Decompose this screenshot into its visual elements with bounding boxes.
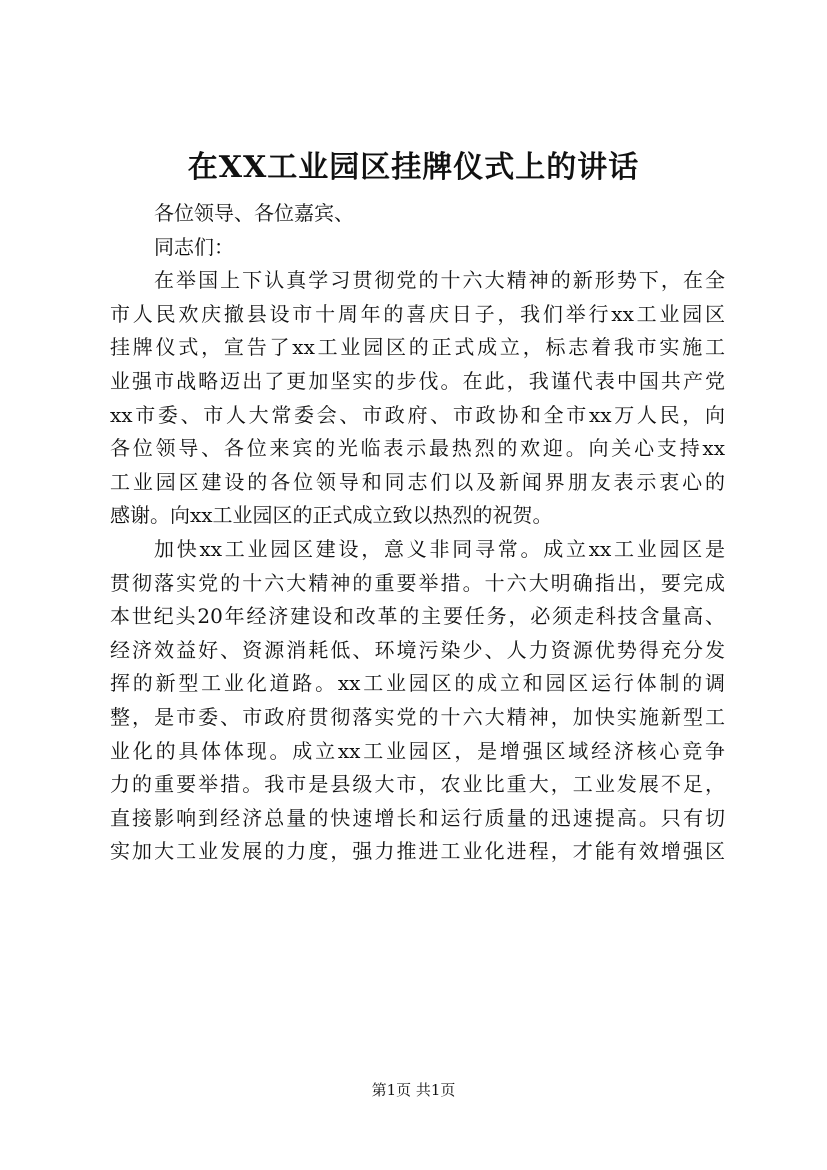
paragraph-line: 加快xx工业园区建设，意义非同寻常。成立xx工业园区是 — [154, 536, 725, 561]
paragraph-line: 挥的新型工业化道路。xx工业园区的成立和园区运行体制的调 — [110, 671, 725, 696]
paragraph-line: 贯彻落实党的十六大精神的重要举措。十六大明确指出，要完成 — [110, 570, 725, 595]
paragraph-line: 在举国上下认真学习贯彻党的十六大精神的新形势下，在全 — [154, 268, 725, 293]
document-title: 在XX工业园区挂牌仪式上的讲话 — [187, 150, 640, 185]
paragraph-line: 业化的具体体现。成立xx工业园区，是增强区域经济核心竞争 — [110, 738, 725, 763]
paragraph-line: xx市委、市人大常委会、市政府、市政协和全市xx万人民，向 — [110, 402, 725, 427]
salutation-line: 同志们： — [154, 234, 234, 259]
paragraph-line: 工业园区建设的各位领导和同志们以及新闻界朋友表示衷心的 — [110, 469, 725, 494]
paragraph-line: 经济效益好、资源消耗低、环境污染少、人力资源优势得充分发 — [110, 637, 725, 662]
paragraph-line: 业强市战略迈出了更加坚实的步伐。在此，我谨代表中国共产党 — [110, 368, 725, 393]
paragraph-line: 市人民欢庆撤县设市十周年的喜庆日子，我们举行xx工业园区 — [110, 301, 725, 326]
paragraph-line: 挂牌仪式，宣告了xx工业园区的正式成立，标志着我市实施工 — [110, 335, 725, 360]
paragraph-line: 整，是市委、市政府贯彻落实党的十六大精神，加快实施新型工 — [110, 704, 725, 729]
paragraph-line: 本世纪头20年经济建设和改革的主要任务，必须走科技含量高、 — [110, 604, 725, 629]
paragraph-line: 各位领导、各位来宾的光临表示最热烈的欢迎。向关心支持xx — [110, 436, 725, 461]
salutation-line: 各位领导、各位嘉宾、 — [154, 201, 354, 225]
paragraph-line: 实加大工业发展的力度，强力推进工业化进程，才能有效增强区 — [110, 839, 725, 864]
paragraph-1 — [110, 264, 725, 533]
page-footer: 第1页 共1页 — [371, 1081, 456, 1099]
paragraph-line: 力的重要举措。我市是县级大市，农业比重大，工业发展不足， — [110, 772, 725, 797]
paragraph-line: 直接影响到经济总量的快速增长和运行质量的迅速提高。只有切 — [110, 805, 725, 830]
paragraph-line: 感谢。向xx工业园区的正式成立致以热烈的祝贺。 — [110, 503, 553, 528]
paragraph-2 — [110, 533, 725, 869]
document-body — [110, 197, 725, 869]
